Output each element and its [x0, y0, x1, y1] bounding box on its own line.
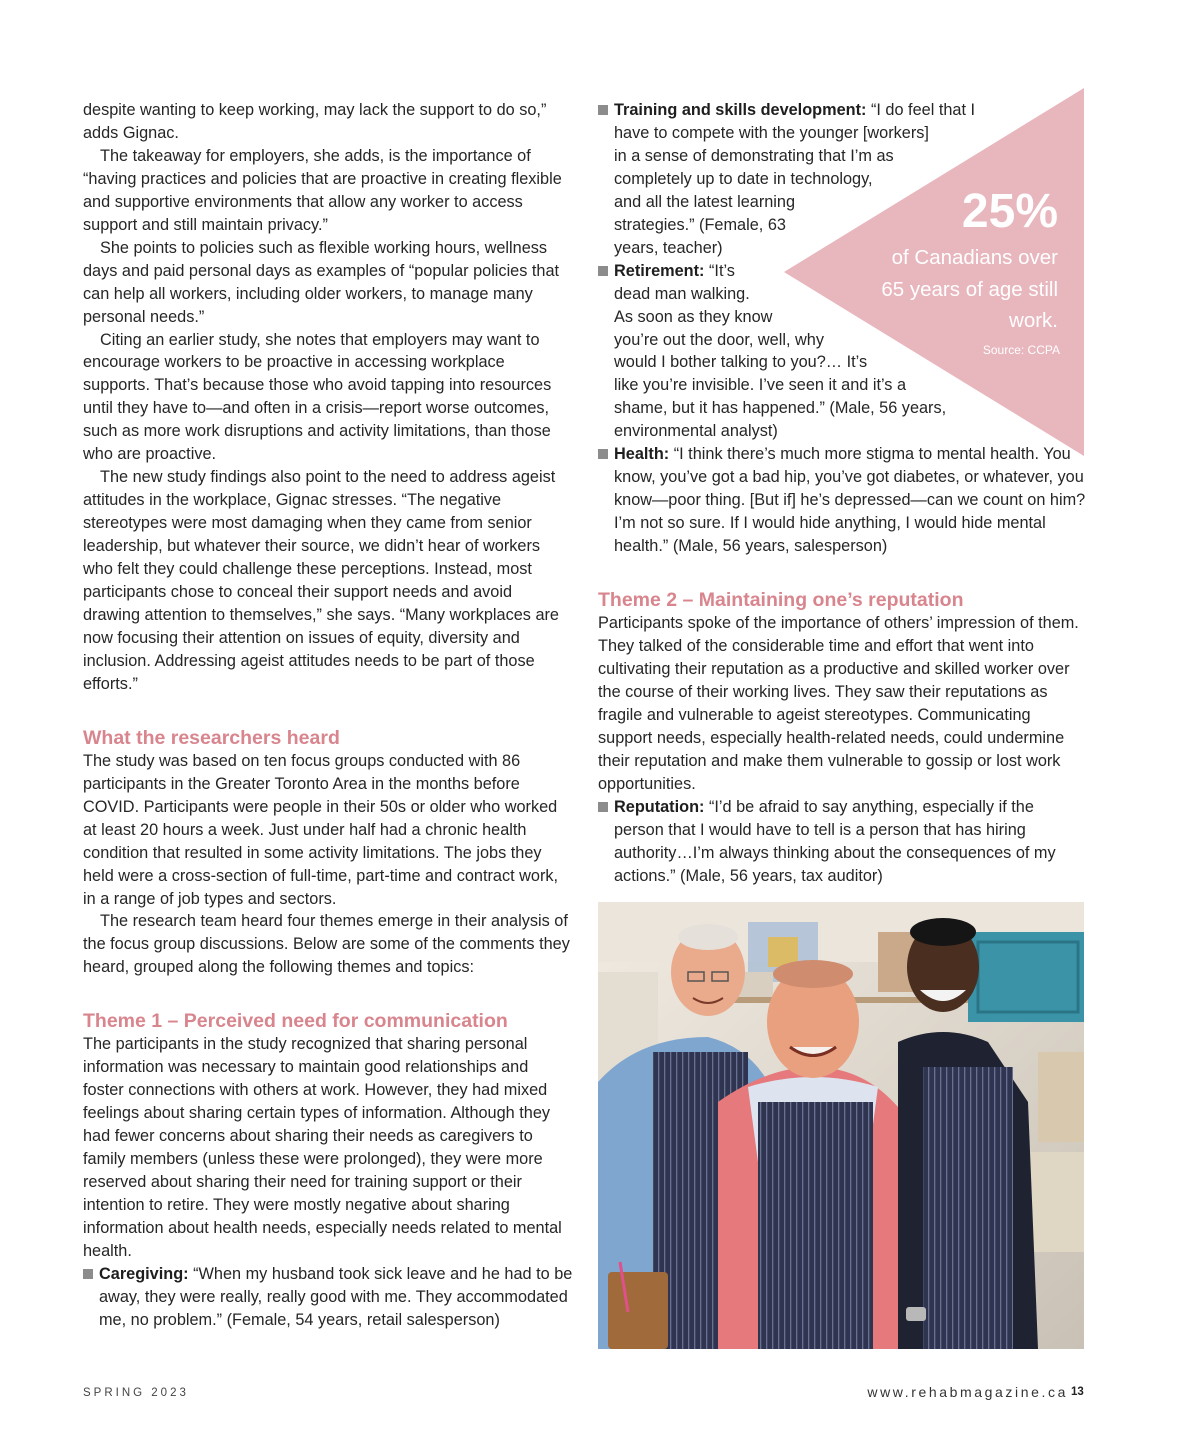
paragraph: Citing an earlier study, she notes that employers may want to encourage workers to be proactive in accessing workplace supports. That’s because those who avoid tapping into resources until they have to—and often in a crisis—report worse outcomes, such as more work disruptions and activity limitations, than those who are proactive.	[83, 330, 552, 464]
quote-bullet-caregiving	[83, 1263, 573, 1332]
section-heading: Theme 2 – Maintaining one’s reputation	[598, 589, 964, 612]
bullet-text-line: dead man walking.	[614, 284, 750, 303]
footer-url: www.rehabmagazine.ca	[867, 1384, 1068, 1400]
bullet-label: Reputation:	[614, 797, 705, 816]
bullet-square-icon	[598, 449, 608, 459]
bullet-label: Caregiving:	[99, 1264, 189, 1283]
bullet-text-line: shame, but it has happened.” (Male, 56 years,	[614, 399, 947, 418]
bullet-label: Training and skills development:	[614, 101, 867, 119]
bullet-text-line: As soon as they know	[614, 307, 773, 326]
paragraph: The participants in the study recognized that sharing personal information was necessary to maintain good relationships and foster connections with others at work. However, they had mixed feelings about sharing certain types of information. Although they had fewer concerns about sharing their needs as caregivers to family members (unless these were prolonged), they were more reserved about sharing their need for training support or their intention to retire. They were mostly negative about sharing information about health needs, especially needs related to mental health.	[83, 1035, 562, 1260]
left-column	[83, 99, 573, 1332]
bullet-text-line: like you’re invisible. I’ve seen it and it’s a	[614, 376, 907, 395]
bullet-square-icon	[598, 266, 608, 276]
bullet-text-line: completely up to date in technology,	[614, 169, 873, 188]
bullet-label: Health:	[614, 445, 670, 464]
bullet-square-icon	[598, 105, 608, 115]
bullet-text-line: would I bother talking to you?… It’s	[614, 353, 868, 372]
quote-bullet-reputation	[598, 796, 1088, 888]
bullet-text-line: years, teacher)	[614, 238, 723, 257]
page-number: 13	[1071, 1386, 1084, 1398]
bullet-text: “When my husband took sick leave and he had to be away, they were really, really good with me. They accommodated me, no problem.” (Female, 54 years, retail salesperson)	[99, 1264, 573, 1329]
bullet-text-line: in a sense of demonstrating that I’m as	[614, 146, 894, 165]
bullet-label: Retirement:	[614, 261, 705, 280]
bullet-square-icon	[83, 1269, 93, 1279]
section-heading: Theme 1 – Perceived need for communication	[83, 1010, 508, 1033]
callout-source: Source: CCPA	[982, 343, 1060, 357]
bullet-text: “I think there’s much more stigma to mental health. You know, you’ve got a bad hip, you’ve got diabetes, or whatever, you know—poor thing. [But if] he’s depressed—can we count on him? I’m not so sure. If I would hide anything, I would hide mental health.” (Male, 56 years, salesperson)	[614, 445, 1086, 556]
stat-callout	[784, 88, 1084, 456]
bullet-text-line: strategies.” (Female, 63	[614, 215, 786, 234]
photo-three-workers	[598, 902, 1084, 1349]
paragraph: The research team heard four themes emerge in their analysis of the focus group discussions. Below are some of the comments they heard, grouped along the following themes and topics:	[83, 912, 570, 977]
callout-caption: of Canadians over 65 years of age still work.	[881, 246, 1058, 332]
paragraph: She points to policies such as flexible working hours, wellness days and paid personal days as examples of “popular policies that can help all workers, including older workers, to manage many personal needs.”	[83, 238, 560, 326]
quote-bullet-health	[598, 443, 1088, 558]
bullet-text-line: and all the latest learning	[614, 192, 796, 211]
bullet-text: “I do feel that I	[870, 101, 976, 119]
callout-stat: 25%	[961, 185, 1058, 238]
bullet-text: “It’s	[709, 261, 735, 280]
paragraph: Participants spoke of the importance of others’ impression of them. They talked of the considerable time and effort that went into cultivating their reputation as a productive and skilled worker over the course of their working lives. They saw their reputations as fragile and vulnerable to ageist stereotypes. Communicating support needs, especially health-related needs, could undermine their reputation and make them vulnerable to gossip or lost work opportunities.	[598, 614, 1079, 793]
workers-photo-illustration	[598, 902, 1084, 1349]
bullet-text: “I’d be afraid to say anything, especially if the person that I would have to tell is a person that has hiring authority…I’m always thinking about the consequences of my actions.” (Male, 56 years, tax auditor)	[614, 797, 1056, 885]
paragraph: The new study findings also point to the need to address ageist attitudes in the workplace, Gignac stresses. “The negative stereotypes were most damaging when they came from senior leadership, but whatever their source, we didn’t hear of workers who felt they could challenge these perceptions. Instead, most participants chose to conceal their support needs and avoid drawing attention to themselves,” she says. “Many workplaces are now focusing their attention on issues of equity, diversity and inclusion. Addressing ageist attitudes needs to be part of those efforts.”	[83, 468, 559, 693]
bullet-text-line: have to compete with the younger [workers]	[614, 123, 929, 142]
bullet-text-line: environmental analyst)	[614, 422, 778, 441]
paragraph: The takeaway for employers, she adds, is the importance of “having practices and policies that are proactive in creating flexible and supportive environments that allow any worker to access support and still maintain privacy.”	[83, 146, 562, 234]
section-heading: What the researchers heard	[83, 726, 340, 749]
paragraph: despite wanting to keep working, may lack the support to do so,” adds Gignac.	[83, 101, 547, 142]
paragraph: The study was based on ten focus groups conducted with 86 participants in the Greater Toronto Area in the months before COVID. Participants were people in their 50s or older who worked at least 20 hours a week. Just under half had a chronic health condition that resulted in some activity limitations. The jobs they held were a cross-section of full-time, part-time and contract work, in a range of job types and sectors.	[83, 751, 559, 908]
bullet-text-line: you’re out the door, well, why	[614, 330, 824, 349]
footer-issue: SPRING 2023	[83, 1387, 189, 1399]
bullet-square-icon	[598, 802, 608, 812]
